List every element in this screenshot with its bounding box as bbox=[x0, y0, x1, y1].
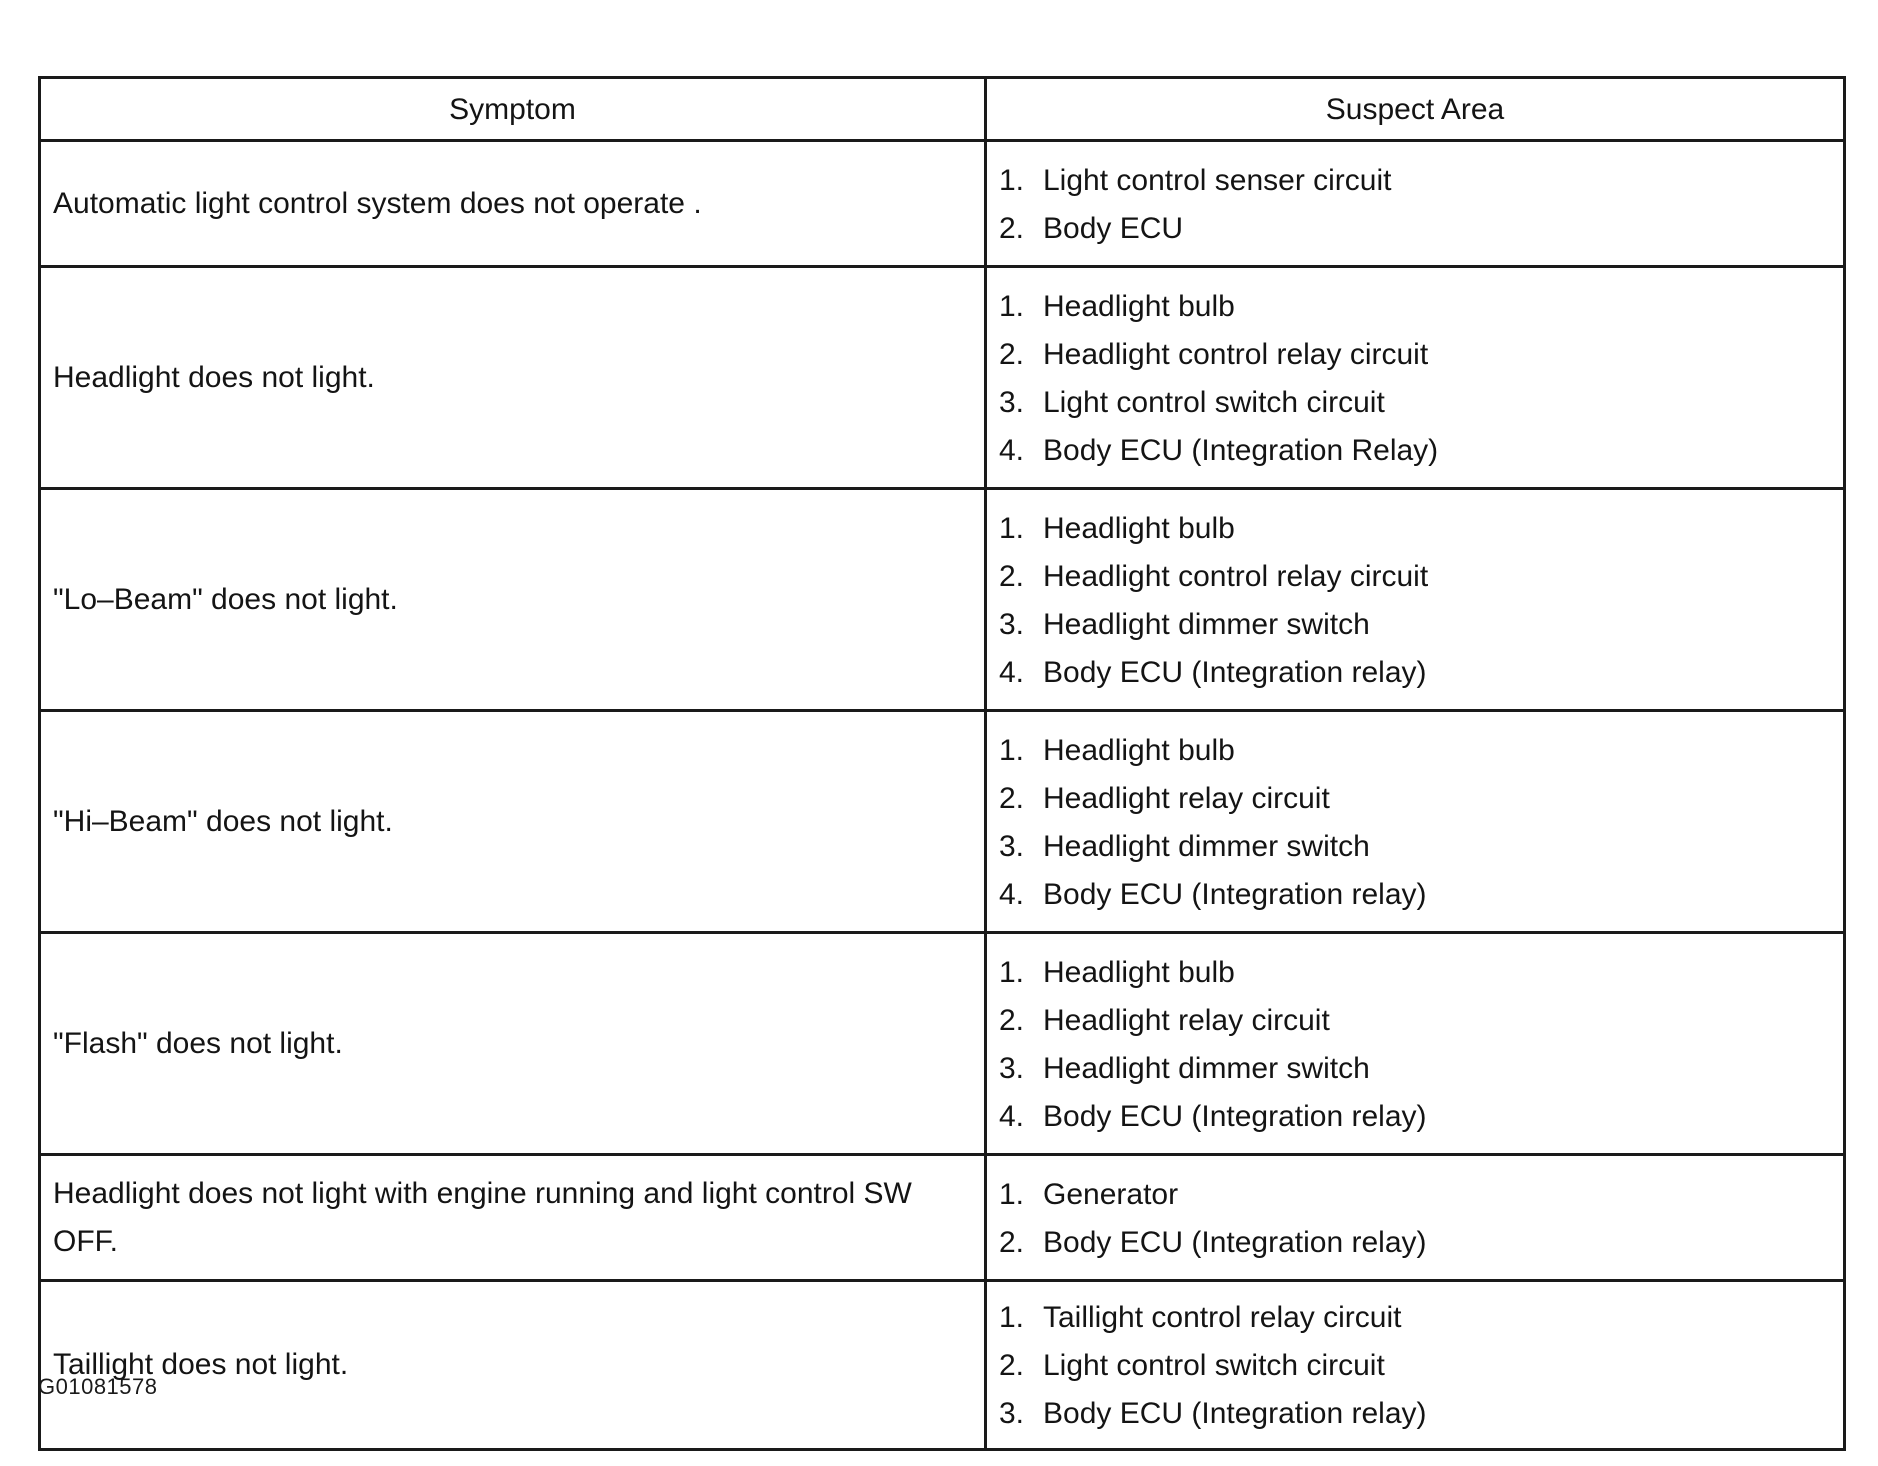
suspect-area-cell bbox=[986, 1281, 1845, 1450]
suspect-number: 4. bbox=[999, 655, 1025, 689]
suspect-area-cell bbox=[986, 711, 1845, 933]
suspect-item bbox=[999, 1390, 1843, 1438]
suspect-text: Body ECU (Integration relay) bbox=[1043, 655, 1427, 689]
suspect-item bbox=[999, 949, 1843, 997]
suspect-text: Headlight bulb bbox=[1043, 511, 1235, 545]
suspect-item bbox=[999, 871, 1843, 919]
suspect-item bbox=[999, 1342, 1843, 1390]
table-row bbox=[40, 267, 1845, 489]
suspect-text: Headlight control relay circuit bbox=[1043, 559, 1429, 593]
table-row bbox=[40, 141, 1845, 267]
table-row bbox=[40, 711, 1845, 933]
suspect-item bbox=[999, 1219, 1843, 1267]
suspect-text: Light control switch circuit bbox=[1043, 385, 1385, 419]
suspect-item bbox=[999, 1045, 1843, 1093]
suspect-item bbox=[999, 379, 1843, 427]
suspect-text: Body ECU (Integration relay) bbox=[1043, 1099, 1427, 1133]
suspect-item bbox=[999, 505, 1843, 553]
suspect-text: Body ECU (Integration relay) bbox=[1043, 877, 1427, 911]
suspect-item bbox=[999, 553, 1843, 601]
suspect-number: 1. bbox=[999, 1301, 1025, 1334]
troubleshooting-table bbox=[38, 76, 1846, 1451]
suspect-item bbox=[999, 1171, 1843, 1219]
table-row bbox=[40, 489, 1845, 711]
table-row bbox=[40, 1281, 1845, 1450]
suspect-area-column-header: Suspect Area bbox=[986, 78, 1845, 141]
suspect-text: Headlight bulb bbox=[1043, 733, 1235, 767]
symptom-cell: "Lo–Beam" does not light. bbox=[40, 489, 986, 711]
suspect-text: Headlight control relay circuit bbox=[1043, 337, 1429, 371]
suspect-area-cell bbox=[986, 933, 1845, 1155]
suspect-item bbox=[999, 649, 1843, 697]
suspect-number: 1. bbox=[999, 163, 1025, 197]
suspect-text: Headlight relay circuit bbox=[1043, 1003, 1330, 1037]
symptom-cell: "Flash" does not light. bbox=[40, 933, 986, 1155]
suspect-number: 3. bbox=[999, 385, 1025, 419]
suspect-item bbox=[999, 205, 1843, 253]
suspect-text: Headlight bulb bbox=[1043, 955, 1235, 989]
suspect-text: Generator bbox=[1043, 1177, 1179, 1211]
suspect-list bbox=[999, 1294, 1843, 1438]
suspect-area-cell bbox=[986, 489, 1845, 711]
suspect-text: Headlight bulb bbox=[1043, 289, 1235, 323]
suspect-area-cell bbox=[986, 141, 1845, 267]
suspect-list bbox=[999, 727, 1843, 919]
symptom-cell: Automatic light control system does not operate . bbox=[40, 141, 986, 267]
suspect-text: Body ECU bbox=[1043, 211, 1184, 245]
troubleshooting-table-container bbox=[38, 76, 1843, 1451]
suspect-number: 2. bbox=[999, 1225, 1025, 1259]
suspect-item bbox=[999, 727, 1843, 775]
suspect-text: Light control switch circuit bbox=[1043, 1349, 1385, 1382]
table-row bbox=[40, 1155, 1845, 1281]
suspect-item bbox=[999, 823, 1843, 871]
suspect-text: Headlight relay circuit bbox=[1043, 781, 1330, 815]
suspect-number: 3. bbox=[999, 1051, 1025, 1085]
suspect-number: 4. bbox=[999, 877, 1025, 911]
suspect-number: 2. bbox=[999, 1003, 1025, 1037]
suspect-number: 1. bbox=[999, 955, 1025, 989]
suspect-number: 3. bbox=[999, 607, 1025, 641]
suspect-number: 3. bbox=[999, 829, 1025, 863]
suspect-number: 2. bbox=[999, 1349, 1025, 1382]
suspect-text: Body ECU (Integration Relay) bbox=[1043, 433, 1439, 467]
suspect-text: Body ECU (Integration relay) bbox=[1043, 1225, 1427, 1259]
suspect-number: 2. bbox=[999, 781, 1025, 815]
suspect-number: 4. bbox=[999, 433, 1025, 467]
suspect-number: 4. bbox=[999, 1099, 1025, 1133]
suspect-number: 2. bbox=[999, 337, 1025, 371]
suspect-item bbox=[999, 331, 1843, 379]
symptom-column-header: Symptom bbox=[40, 78, 986, 141]
symptom-cell: Headlight does not light. bbox=[40, 267, 986, 489]
suspect-number: 1. bbox=[999, 289, 1025, 323]
symptom-cell: Taillight does not light. bbox=[40, 1281, 986, 1450]
suspect-item bbox=[999, 283, 1843, 331]
suspect-item bbox=[999, 601, 1843, 649]
suspect-area-cell bbox=[986, 267, 1845, 489]
suspect-list bbox=[999, 157, 1843, 253]
suspect-text: Body ECU (Integration relay) bbox=[1043, 1397, 1427, 1430]
symptom-cell: "Hi–Beam" does not light. bbox=[40, 711, 986, 933]
table-header-row bbox=[40, 78, 1845, 141]
suspect-number: 1. bbox=[999, 733, 1025, 767]
figure-id: G01081578 bbox=[38, 1374, 158, 1399]
suspect-text: Headlight dimmer switch bbox=[1043, 829, 1370, 863]
suspect-item bbox=[999, 1093, 1843, 1141]
suspect-item bbox=[999, 157, 1843, 205]
suspect-list bbox=[999, 283, 1843, 475]
suspect-item bbox=[999, 427, 1843, 475]
suspect-text: Taillight control relay circuit bbox=[1043, 1301, 1402, 1334]
suspect-list bbox=[999, 505, 1843, 697]
suspect-number: 2. bbox=[999, 559, 1025, 593]
suspect-number: 3. bbox=[999, 1397, 1025, 1430]
symptom-cell: Headlight does not light with engine running and light control SW OFF. bbox=[40, 1155, 986, 1281]
suspect-text: Light control senser circuit bbox=[1043, 163, 1392, 197]
suspect-area-cell bbox=[986, 1155, 1845, 1281]
suspect-list bbox=[999, 949, 1843, 1141]
suspect-list bbox=[999, 1171, 1843, 1267]
suspect-text: Headlight dimmer switch bbox=[1043, 607, 1370, 641]
table-row bbox=[40, 933, 1845, 1155]
suspect-text: Headlight dimmer switch bbox=[1043, 1051, 1370, 1085]
suspect-item bbox=[999, 997, 1843, 1045]
suspect-number: 1. bbox=[999, 1177, 1025, 1211]
suspect-number: 1. bbox=[999, 511, 1025, 545]
suspect-item bbox=[999, 775, 1843, 823]
suspect-number: 2. bbox=[999, 211, 1025, 245]
suspect-item bbox=[999, 1294, 1843, 1342]
